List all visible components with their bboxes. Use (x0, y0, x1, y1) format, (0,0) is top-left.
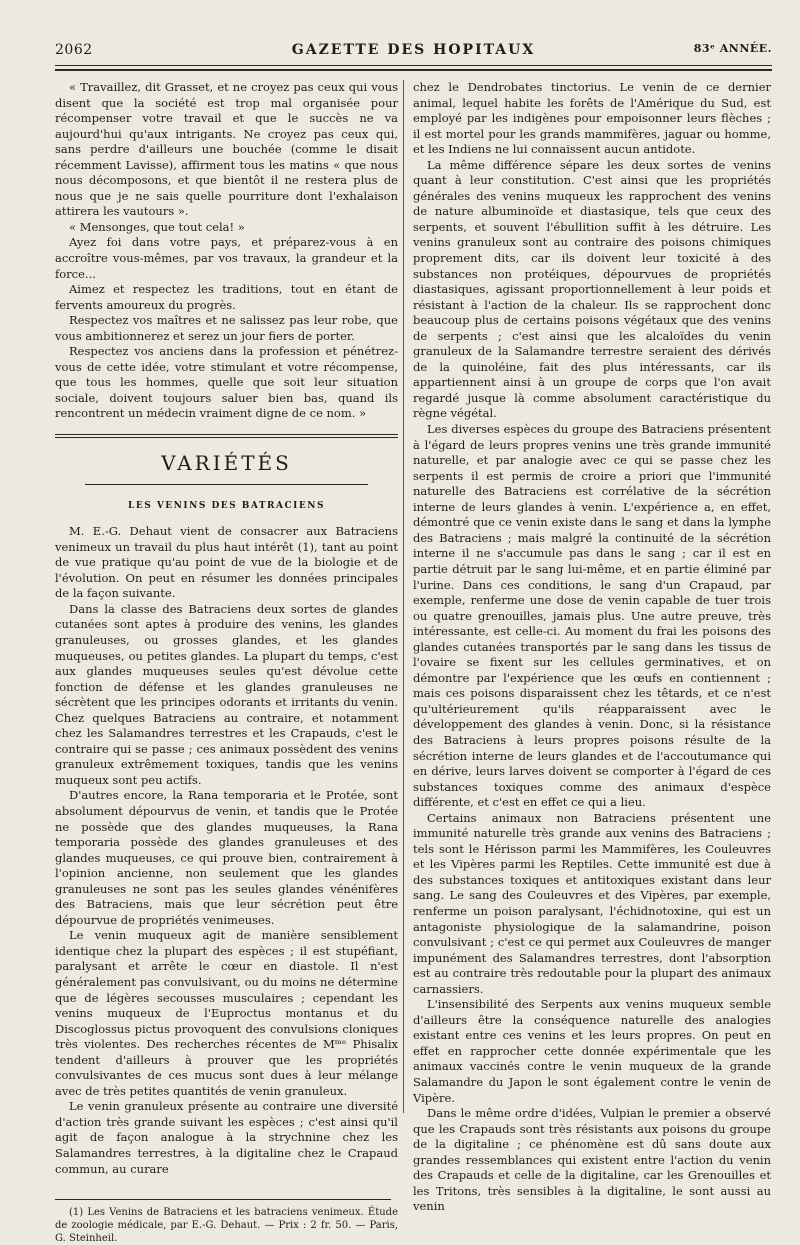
paragraph: M. E.-G. Dehaut vient de consacrer aux Batraciens venimeux un travail du plus haut intérêt (1), tant au point de vue pratique qu'au point de vue de la biologie et de l'évolution. On peut en résumer les données principales de la façon suivante. (55, 524, 398, 601)
left-column (55, 80, 398, 1245)
title-rule (85, 484, 368, 485)
paragraph: Dans la classe des Batraciens deux sortes de glandes cutanées sont aptes à produire des venins, les glandes granuleuses, ou grosses glandes, et les glandes muqueuses, ou petites glandes. La plupart du temps, c'est aux glandes muqueuses seules qu'est dévolue cette fonction de défense et les glandes granuleuses ne sécrètent que les principes odorants et irritants du venin. Chez quelques Batraciens au contraire, et notamment chez les Salamandres terrestres et les Crapauds, c'est le contraire qui se passe ; ces animaux possèdent des venins granuleux extrêmement toxiques, tandis que les venins muqueux sont peu actifs. (55, 601, 398, 787)
page-number: 2062 (55, 42, 93, 58)
paragraph: Ayez foi dans votre pays, et préparez-vous à en accroître vous-mêmes, par vos travaux, la grandeur et la force... (55, 235, 398, 281)
paragraph: Dans le même ordre d'idées, Vulpian le premier a observé que les Crapauds sont très résistants aux poisons du groupe de la digitaline ; ce phénomène est dû sans doute aux grandes ressemblances qui existent entre l'action du venin des Crapauds et celle de la digitaline, car les Grenouilles et les Tritons, très sensibles à la digitaline, le sont aussi au venin (413, 1106, 771, 1214)
header-rule (55, 65, 772, 66)
paragraph: Le venin granuleux présente au contraire une diversité d'action très grande suivant les espèces ; c'est ainsi qu'il agit de façon analogue à la strychnine chez les Salamandres terrestres, à la digitaline chez le Crapaud commun, au curare (55, 1099, 398, 1176)
paragraph: D'autres encore, la Rana temporaria et le Protée, sont absolument dépourvus de venin, et tandis que le Protée ne possède que des glandes muqueuses, la Rana temporaria possède des glandes granuleuses et des glandes muqueuses, ce qui prouve bien, contrairement à l'opinion ancienne, non seulement que les glandes granuleuses ne sont pas les seules glandes vénénifères des Batraciens, mais que leur sécrétion peut être dépourvue de propriétés venimeuses. (55, 788, 398, 927)
paragraph: L'insensibilité des Serpents aux venins muqueux semble d'ailleurs être la conséquence naturelle des analogies existant entre ces venins et les leurs propres. On peut en effet en rapprocher cette donnée expérimentale que les animaux vaccinés contre le venin muqueux de la grande Salamandre du Japon le sont également contre le venin de Vipère. (413, 997, 771, 1105)
paragraph: « Travaillez, dit Grasset, et ne croyez pas ceux qui vous disent que la société est trop mal organisée pour récompenser votre travail et que le succès ne va aujourd'hui qu'aux intrigants. Ne croyez pas ceux qui, sans perdre d'ailleurs une bouchée (comme le disait récemment Lavisse), affirment tous les matins « que nous nous décomposons, et que bientôt il ne restera plus de nous que je ne sais quelle pourriture dont l'exhalaison attirera les vautours ». (55, 80, 398, 219)
paragraph: « Mensonges, que tout cela! » (69, 219, 245, 234)
paragraph: Certains animaux non Batraciens présentent une immunité naturelle très grande aux venins des Batraciens ; tels sont le Hérisson parmi les Mammifères, les Couleuvres et les Vipères parmi les Reptiles. Cette immunité est due à des substances toxiques et antitoxiques existant dans leur sang. Le sang des Couleuvres et des Vipères, par exemple, renferme un poison paralysant, l'échidnotoxine, qui est un antagoniste physiologique de la salamandrine, poison convulsivant ; c'est ce qui permet aux Couleuvres de manger impunément des Salamandres terrestres, dont l'absorption est au contraire très redoutable pour la plupart des animaux carnassiers. (413, 810, 771, 996)
paragraph: Respectez vos maîtres et ne salissez pas leur robe, que vous ambitionnerez et serez un jour fiers de porter. (55, 313, 398, 343)
article-title: LES VENINS DES BATRACIENS (128, 500, 325, 511)
page-header (55, 42, 772, 62)
paragraph: Respectez vos anciens dans la profession et pénétrez-vous de cette idée, votre stimulant et votre récompense, que tous les hommes, quelle que soit leur situation sociale, doivent toujours saluer bien bas, quand ils rencontrent un médecin vraiment digne de ce nom. » (55, 344, 398, 421)
double-rule (55, 434, 398, 438)
paragraph: chez le Dendrobates tinctorius. Le venin de ce dernier animal, lequel habite les forêts de l'Amérique du Sud, est employé par les indigènes pour empoisonner leurs flèches ; il est mortel pour les grands mammifères, jaguar ou homme, et les Indiens ne lui connaissent aucun antidote. (413, 80, 771, 157)
paragraph: Aimez et respectez les traditions, tout en étant de fervents amoureux du progrès. (55, 282, 398, 312)
paragraph: Le venin muqueux agit de manière sensiblement identique chez la plupart des espèces ; il est stupéfiant, paralysant et arrête le cœur en diastole. Il n'est généralement pas convulsivant, ou du moins ne détermine que de légères secousses musculaires ; cependant les venins muqueux de l'Euproctus montanus et du Discoglossus pictus provoquent des convulsions cloniques très violentes. Des recherches récentes de Mᵐᵉ Phisalix tendent d'ailleurs à prouver que les propriétés convulsivantes de ces mucus sont dues à leur mélange avec de très petites quantités de venin granuleux. (55, 928, 398, 1098)
journal-title: GAZETTE DES HOPITAUX (291, 42, 536, 58)
section-title: VARIÉTÉS (161, 451, 292, 476)
year-label: 83ᵉ ANNÉE. (693, 42, 772, 55)
footnote-text: (1) Les Venins de Batraciens et les batraciens venimeux. Étude de zoologie médicale, par E.-G. Dehaut. — Prix : 2 fr. 50. — Paris, G. Steinheil. (55, 1207, 398, 1245)
paragraph: La même différence sépare les deux sortes de venins quant à leur constitution. C'est ainsi que les propriétés générales des venins muqueux les rapprochent des venins de nature albuminoïde et diastasique, tels que ceux des serpents, et souvent l'ébullition suffit à les détruire. Les venins granuleux sont au contraire des poisons chimiques proprement dits, car ils doivent leur toxicité à des substances non protéiques, dépourvues de propriétés diastasiques, agissant proportionnellement à leur poids et résistant à l'action de la chaleur. Ils se rapprochent donc beaucoup plus de certains poisons végétaux que des venins de serpents ; c'est ainsi que les alcaloïdes du venin granuleux de la Salamandre terrestre seraient des dérivés de la quinoléine, fait des plus intéressants, car ils appartiennent ainsi à un groupe de corps que l'on avait regardé jusque là comme absolument caractéristique du règne végétal. (413, 157, 771, 421)
paragraph: Les diverses espèces du groupe des Batraciens présentent à l'égard de leurs propres venins une très grande immunité naturelle, et par analogie avec ce qui se passe chez les serpents il est permis de croire a priori que l'immunité naturelle des Batraciens est corrélative de la sécrétion interne de leurs glandes à venin. L'expérience a, en effet, démontré que ce venin existe dans le sang et dans la lymphe des Batraciens ; mais malgré la continuité de la sécrétion interne il ne s'accumule pas dans le sang ; car il est en partie détruit par le sang lui-même, et en partie éliminé par l'urine. Dans ces conditions, le sang d'un Crapaud, par exemple, renferme une dose de venin capable de tuer trois ou quatre grenouilles, jamais plus. Une autre preuve, très intéressante, est celle-ci. Au moment du frai les poisons des glandes cutanées transportés par le sang dans les tissus de l'ovaire se fixent sur les cellules germinatives, et on démontre par l'expérience que les œufs en contiennent ; mais ces poisons disparaissent chez les têtards, et ce n'est qu'ultérieurement qu'ils réapparaissent avec le développement des glandes à venin. Donc, si la résistance des Batraciens à leurs propres poisons résulte de la sécrétion interne de leurs glandes et de l'accoutumance qui en dérive, leurs larves doivent se comporter à l'égard de ces substances toxiques comme des animaux d'espèce différente, et c'est en effet ce qui a lieu. (413, 422, 771, 810)
header-rule-thick (55, 69, 772, 71)
column-divider (403, 80, 404, 1113)
footnote (55, 1206, 398, 1245)
right-column (413, 80, 771, 1215)
section-divider (55, 434, 398, 438)
footnote-rule (55, 1199, 391, 1200)
